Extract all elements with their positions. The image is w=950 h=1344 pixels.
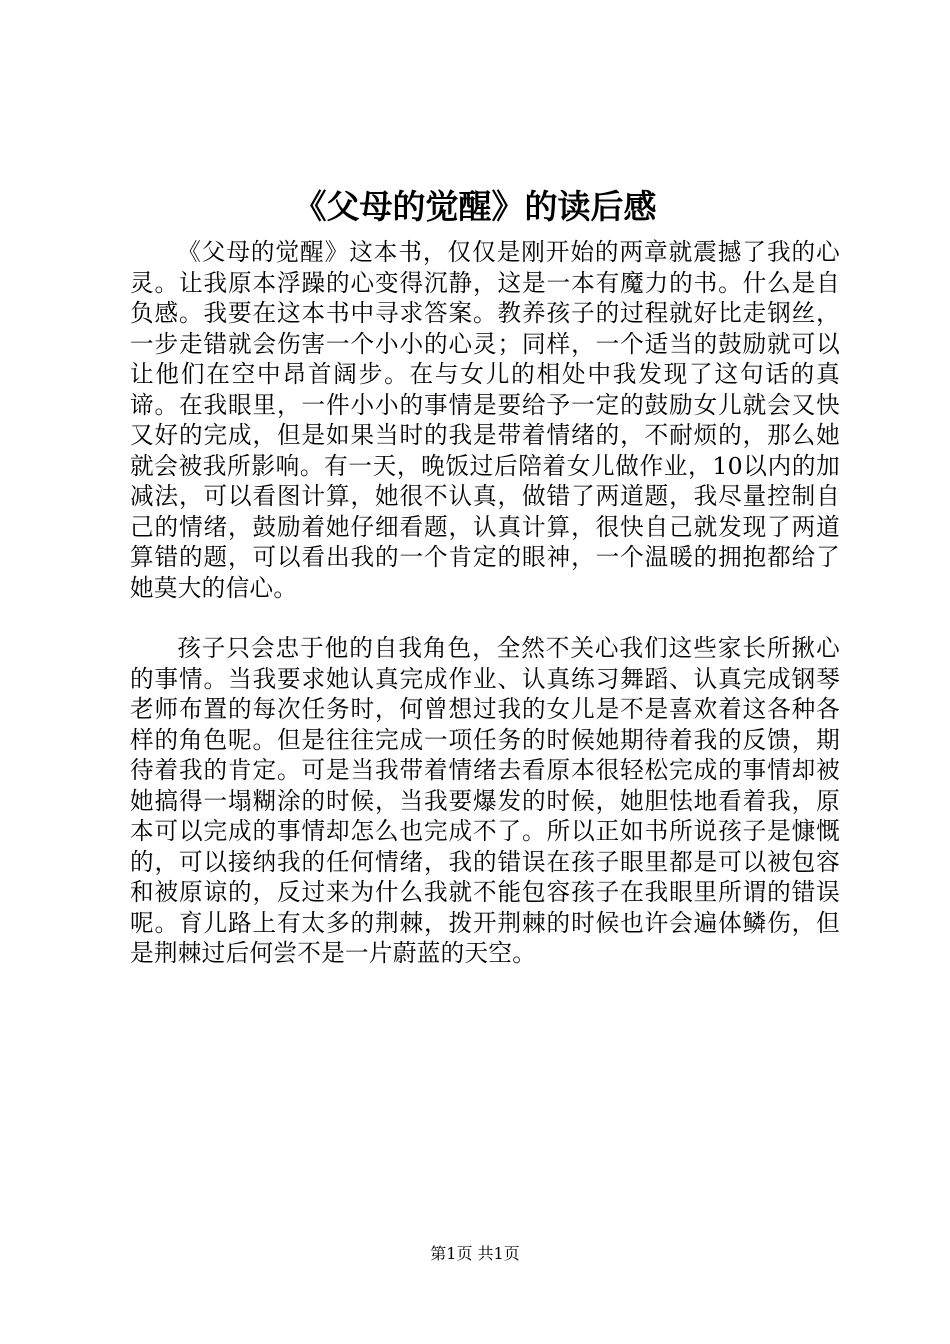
- document-title: 《父母的觉醒》的读后感: [293, 187, 657, 226]
- paragraph-2: 孩子只会忠于他的自我角色，全然不关心我们这些家长所揪心的事情。当我要求她认真完成作业、认真练习舞蹈、认真完成钢琴老师布置的每次任务时，何曾想过我的女儿是不是喜欢着这各种各样的角色呢。但是往往完成一项任务的时候她期待着我的反馈，期待着我的肯定。可是当我带着情绪去看原本很轻松完成的事情却被她搞得一塌糊涂的时候，当我要爆发的时候，她胆怯地看着我，原本可以完成的事情却怎么也完成不了。所以正如书所说孩子是慷慨的，可以接纳我的任何情绪，我的错误在孩子眼里都是可以被包容和被原谅的，反过来为什么我就不能包容孩子在我眼里所谓的错误呢。育儿路上有太多的荆棘，拨开荆棘的时候也许会遍体鳞伤，但是荆棘过后何尝不是一片蔚蓝的天空。: [130, 634, 840, 967]
- page-footer: 第1页 共1页: [430, 1244, 520, 1263]
- paragraph-1: 《父母的觉醒》这本书，仅仅是刚开始的两章就震撼了我的心灵。让我原本浮躁的心变得沉静，这是一本有魔力的书。什么是自负感。我要在这本书中寻求答案。教养孩子的过程就好比走钢丝，一步走错就会伤害一个小小的心灵；同样，一个适当的鼓励就可以让他们在空中昂首阔步。在与女儿的相处中我发现了这句话的真谛。在我眼里，一件小小的事情是要给予一定的鼓励女儿就会又快又好的完成，但是如果当时的我是带着情绪的，不耐烦的，那么她就会被我所影响。有一天，晚饭过后陪着女儿做作业，10以内的加减法，可以看图计算，她很不认真，做错了两道题，我尽量控制自己的情绪，鼓励着她仔细看题，认真计算，很快自己就发现了两道算错的题，可以看出我的一个肯定的眼神，一个温暖的拥抱都给了她莫大的信心。: [130, 238, 840, 602]
